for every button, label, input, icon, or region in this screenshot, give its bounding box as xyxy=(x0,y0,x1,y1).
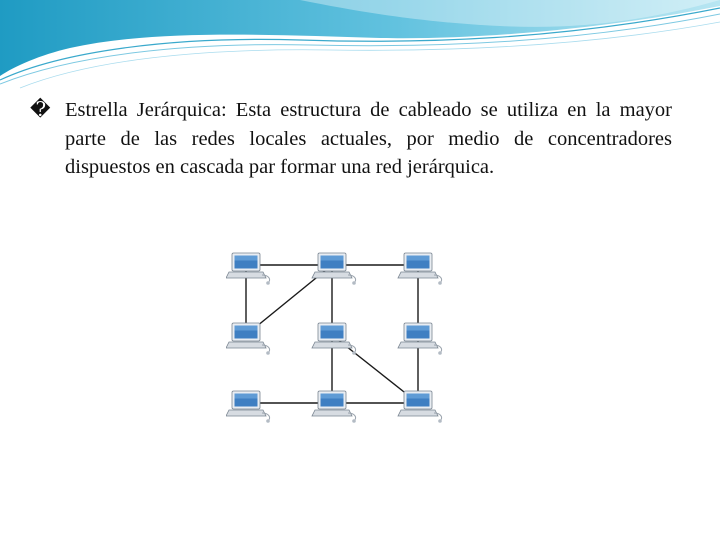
hierarchical-star-network-diagram xyxy=(226,247,450,429)
bullet-paragraph: Estrella Jerárquica: Esta estructura de cableado se utiliza en la mayor parte de las redes locales actuales, por medio de concentradores dispuestos en cascada par formar una red jerárquica. xyxy=(65,99,672,178)
header-wave-decoration xyxy=(0,0,720,90)
bullet-icon: � xyxy=(30,99,51,121)
laptop-computer-icon xyxy=(398,391,442,423)
laptop-computer-icon xyxy=(312,391,356,423)
laptop-computer-icon xyxy=(226,391,270,423)
bullet-text-block xyxy=(30,96,672,182)
laptop-computer-icon xyxy=(226,253,270,285)
laptop-computer-icon xyxy=(226,323,270,355)
laptop-computer-icon xyxy=(312,253,356,285)
laptop-computer-icon xyxy=(312,323,356,355)
laptop-computer-icon xyxy=(398,323,442,355)
laptop-computer-icon xyxy=(398,253,442,285)
